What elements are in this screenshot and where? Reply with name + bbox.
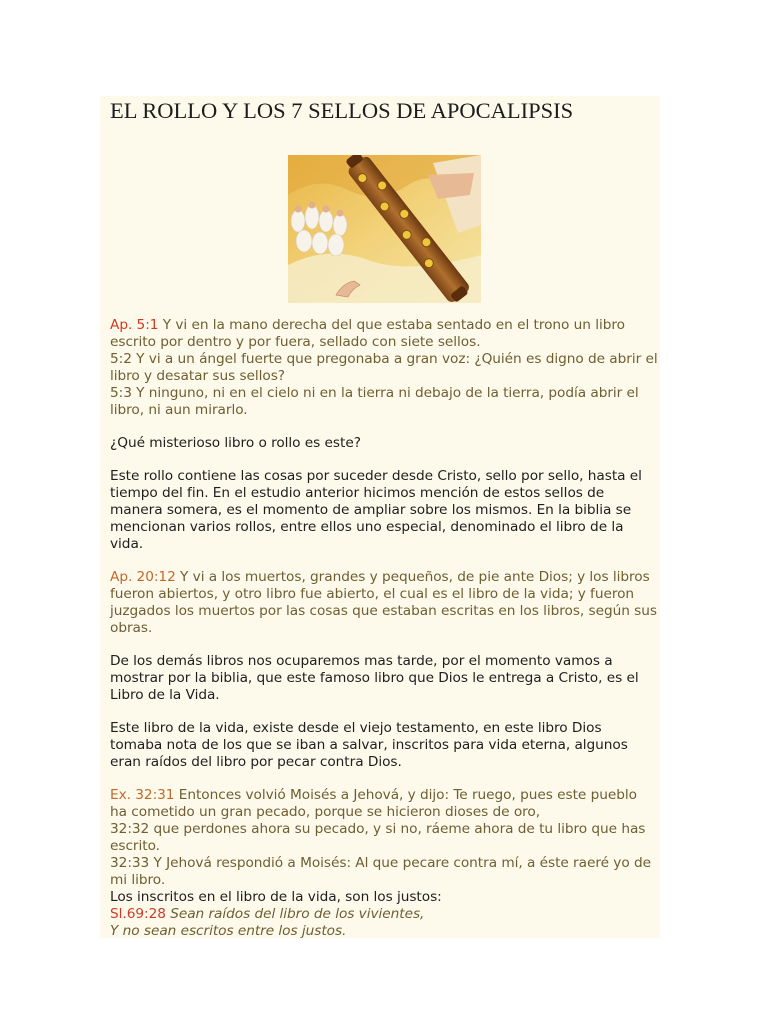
question-paragraph: ¿Qué misterioso libro o rollo es este? bbox=[110, 435, 361, 451]
verse-32-31: Entonces volvió Moisés a Jehová, y dijo: Te ruego, pues este pueblo ha cometido un gran pecado, porque se hicieron dioses de oro, bbox=[110, 787, 637, 820]
paragraph-rollo: Este rollo contiene las cosas por suceder desde Cristo, sello por sello, hasta el tiempo del fin. En el estudio anterior hicimos mención de estos sellos de manera somera, es el momento de ampliar sobre los mismos. En la biblia se mencionan varios rollos, entre ellos uno especial, denominado el libro de la vida. bbox=[110, 468, 642, 552]
passage-apocalipsis-5 bbox=[110, 317, 658, 419]
verse-32-33: 32:33 Y Jehová respondió a Moisés: Al que pecare contra mí, a éste raeré yo de mi libro. bbox=[110, 855, 651, 888]
psalm-line-1: Sean raídos del libro de los vivientes, bbox=[165, 906, 425, 922]
verse-5-2: 5:2 Y vi a un ángel fuerte que pregonaba a gran voz: ¿Quién es digno de abrir el libro y desatar sus sellos? bbox=[110, 351, 658, 384]
verse-5-1: Y vi en la mano derecha del que estaba sentado en el trono un libro escrito por dentro y por fuera, sellado con siete sellos. bbox=[110, 317, 625, 350]
scroll-with-seven-seals-image bbox=[288, 155, 481, 303]
verse-5-3: 5:3 Y ninguno, ni en el cielo ni en la tierra ni debajo de la tierra, podía abrir el libro, ni aun mirarlo. bbox=[110, 385, 639, 418]
reference-ex-32-31: Ex. 32:31 bbox=[110, 787, 175, 803]
document-body bbox=[110, 317, 658, 940]
line-justos: Los inscritos en el libro de la vida, son los justos: bbox=[110, 889, 442, 905]
paragraph-libro-vida: Este libro de la vida, existe desde el viejo testamento, en este libro Dios tomaba nota de los que se iban a salvar, inscritos para vida eterna, algunos eran raídos del libro por pecar contra Dios. bbox=[110, 720, 628, 770]
paragraph-otros-libros: De los demás libros nos ocuparemos mas tarde, por el momento vamos a mostrar por la biblia, que este famoso libro que Dios le entrega a Cristo, es el Libro de la Vida. bbox=[110, 653, 639, 703]
reference-ap-20-12: Ap. 20:12 bbox=[110, 569, 176, 585]
verse-20-12: Y vi a los muertos, grandes y pequeños, de pie ante Dios; y los libros fueron abiertos, y otro libro fue abierto, el cual es el libro de la vida; y fueron juzgados los muertos por las cosas que estaban escritas en los libros, según sus obras. bbox=[110, 569, 657, 636]
page-title: EL ROLLO Y LOS 7 SELLOS DE APOCALIPSIS bbox=[110, 98, 574, 123]
document-page bbox=[100, 96, 660, 938]
passage-exodo-32 bbox=[110, 787, 658, 940]
reference-ap-5-1: Ap. 5:1 bbox=[110, 317, 159, 333]
scroll-illustration bbox=[288, 155, 481, 303]
verse-32-32: 32:32 que perdones ahora su pecado, y si no, ráeme ahora de tu libro que has escrito. bbox=[110, 821, 646, 854]
reference-sl-69-28: Sl.69:28 bbox=[110, 906, 166, 922]
passage-apocalipsis-20 bbox=[110, 569, 658, 637]
psalm-line-2: Y no sean escritos entre los justos. bbox=[110, 923, 347, 939]
